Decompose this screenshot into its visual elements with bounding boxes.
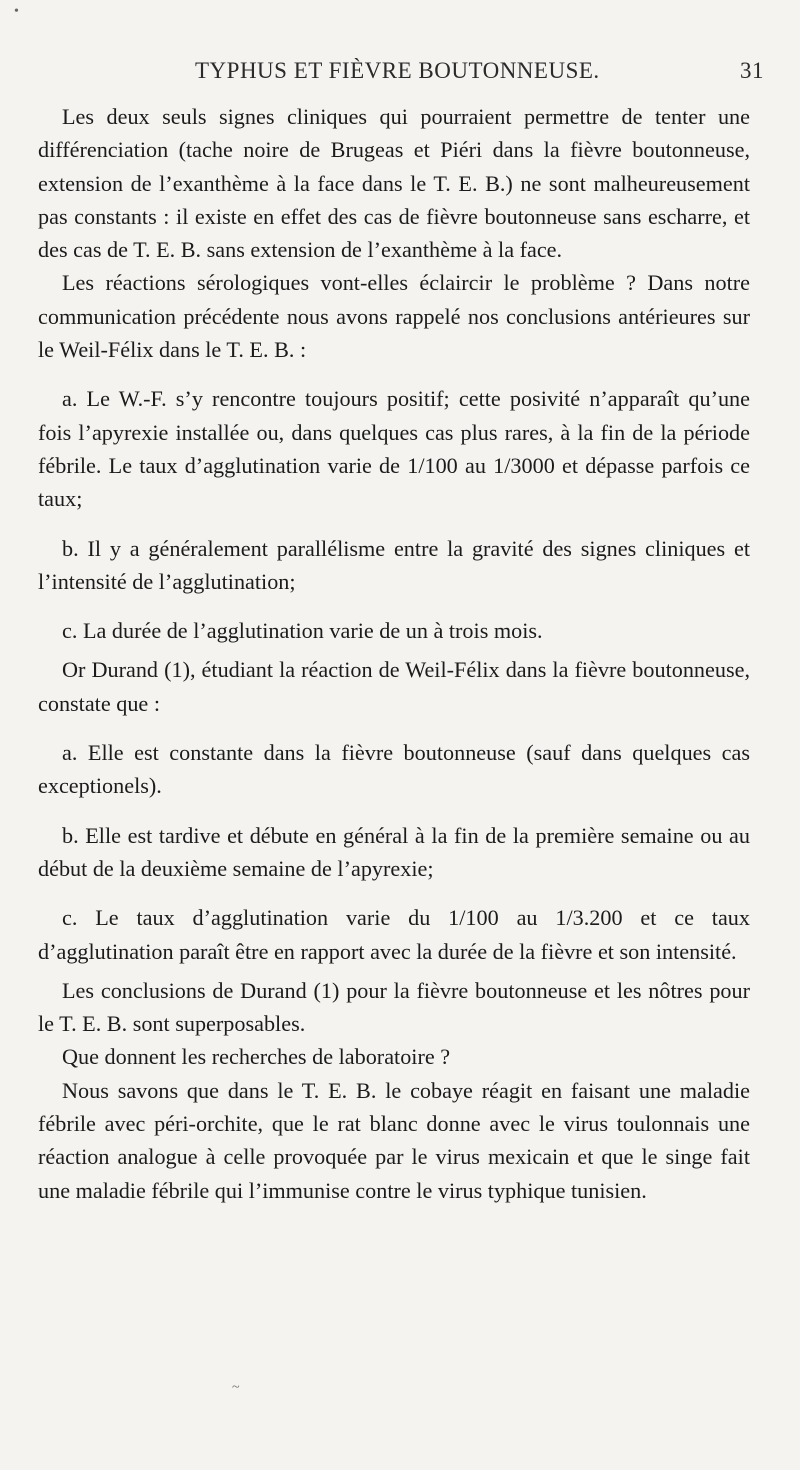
paragraph: Les conclusions de Durand (1) pour la fièvre boutonneuse et les nôtres pour le T. E. B. sont superposables.: [38, 977, 750, 1037]
list-item: c. La durée de l’agglutination varie de un à trois mois.: [62, 618, 543, 644]
paragraph: Nous savons que dans le T. E. B. le cobaye réagit en faisant une maladie fébrile avec péri-orchite, que le rat blanc donne avec le virus toulonnais une réaction analogue à celle provoquée par le virus mexicain et que le singe fait une maladie fébrile qui l’immunise contre le virus typhique tunisien.: [38, 1077, 750, 1203]
paragraph: Or Durand (1), étudiant la réaction de Weil-Félix dans la fièvre boutonneuse, constate que :: [38, 657, 750, 716]
paragraph: Les deux seuls signes cliniques qui pourraient permettre de tenter une différenciation (tache noire de Brugeas et Piéri dans la fièvre boutonneuse, extension de l’exanthème à la face dans le T. E. B.) ne sont malheureusement pas constants : il existe en effet des cas de fièvre boutonneuse sans escharre, et des cas de T. E. B. sans extension de l’exanthème à la face.: [38, 104, 750, 263]
scan-speck: ~: [232, 1380, 240, 1395]
body-text: [38, 100, 750, 1207]
running-header: [40, 58, 764, 94]
scan-speck: •: [14, 4, 19, 19]
list-item: a. Le W.-F. s’y rencontre toujours positif; cette posivité n’apparaît qu’une fois l’apyrexie installée ou, dans quelques cas plus rares, à la fin de la période fébrile. Le taux d’agglutination varie de 1/100 au 1/3000 et dépasse parfois ce taux;: [38, 386, 750, 512]
running-title: TYPHUS ET FIÈVRE BOUTONNEUSE.: [195, 58, 600, 83]
list-item: c. Le taux d’agglutination varie du 1/100 au 1/3.200 et ce taux d’agglutination paraît être en rapport avec la durée de la fièvre et son intensité.: [38, 905, 750, 964]
list-item: b. Il y a généralement parallélisme entre la gravité des signes cliniques et l’intensité de l’agglutination;: [38, 535, 750, 594]
list-item: b. Elle est tardive et débute en général à la fin de la première semaine ou au début de la deuxième semaine de l’apyrexie;: [38, 822, 750, 881]
page-number: 31: [740, 58, 764, 83]
paragraph: Les réactions sérologiques vont-elles éclaircir le problème ? Dans notre communication précédente nous avons rappelé nos conclusions antérieures sur le Weil-Félix dans le T. E. B. :: [38, 270, 750, 363]
paragraph: Que donnent les recherches de laboratoire ?: [62, 1044, 451, 1070]
list-item: a. Elle est constante dans la fièvre boutonneuse (sauf dans quelques cas exceptionels).: [38, 740, 750, 799]
